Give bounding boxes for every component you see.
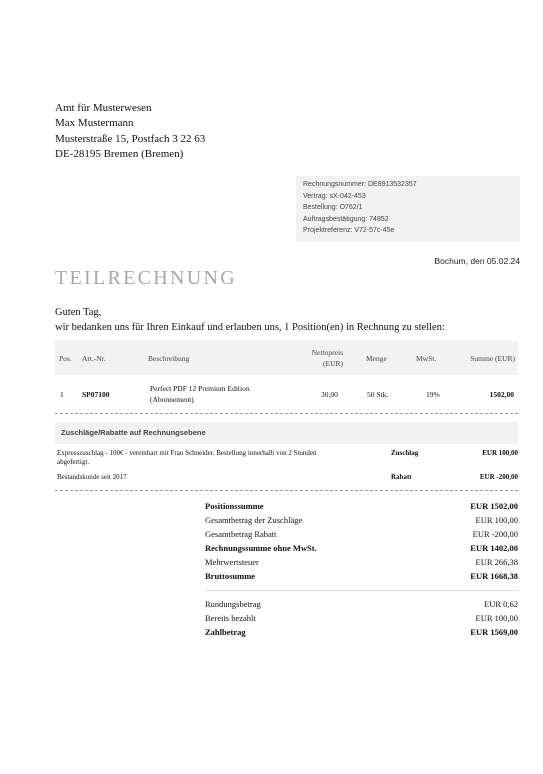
- address-line: Max Mustermann: [55, 117, 134, 130]
- row-article: SP07100: [82, 390, 110, 399]
- payment-label: Rundungsbetrag: [205, 599, 261, 609]
- adjustment-amount: EUR 100,00: [482, 449, 518, 457]
- header-net-price: Nettopreis: [311, 348, 343, 357]
- payment-line: [205, 627, 518, 641]
- address-line: DE-28195 Bremen (Bremen): [55, 148, 184, 161]
- payment-value: EUR 0,62: [484, 599, 518, 609]
- adjustment-type: Zuschlag: [391, 449, 419, 457]
- row-quantity: 50 Stk.: [367, 390, 389, 399]
- divider: [55, 413, 518, 414]
- row-net-price: 30,00: [321, 390, 338, 399]
- header-quantity: Menge: [366, 354, 387, 363]
- total-line: [205, 501, 518, 515]
- header-pos: Pos.: [59, 354, 72, 363]
- row-vat: 19%: [426, 390, 440, 399]
- table-row: [55, 378, 518, 412]
- payment-value: EUR 100,00: [475, 613, 518, 623]
- total-label: Positionssumme: [205, 501, 264, 511]
- divider: [205, 590, 518, 591]
- total-value: EUR 266,38: [475, 557, 518, 567]
- contract-reference: Vertrag: sX-042-453: [303, 192, 366, 200]
- row-sum: 1502,00: [489, 390, 514, 399]
- header-vat: MwSt.: [416, 354, 437, 363]
- total-value: EUR 1402,00: [470, 543, 518, 553]
- total-value: EUR 1668,38: [470, 571, 518, 581]
- payment-label: Bereits bezahlt: [205, 613, 256, 623]
- payment-line: [205, 599, 518, 613]
- total-label: Gesamtbetrag der Zuschläge: [205, 515, 303, 525]
- address-line: Amt für Musterwesen: [55, 102, 152, 114]
- payment-label: Zahlbetrag: [205, 627, 246, 637]
- recipient-address: [55, 101, 205, 163]
- total-label: Rechnungssumme ohne MwSt.: [205, 543, 317, 553]
- adjustment-row: [55, 449, 518, 469]
- greeting: [55, 305, 445, 335]
- header-net-unit: (EUR): [323, 359, 343, 368]
- header-sum: Summe (EUR): [470, 354, 515, 363]
- adjustment-description: Expresszuschlag - 100€ - vereinbart mit Frau Schneider. Bestellung innerhalb von 2 Stunden: [57, 449, 317, 457]
- total-line: [205, 571, 518, 585]
- adjustments-heading: [55, 422, 518, 444]
- greeting-salutation: Guten Tag,: [55, 307, 102, 318]
- order-reference: Bestellung: O762/1: [303, 204, 363, 212]
- row-description-sub: (Abonnement): [150, 395, 194, 404]
- greeting-text: wir bedanken uns für Ihren Einkauf und erlauben uns, 1 Position(en) in Rechnung zu stellen:: [55, 322, 445, 333]
- total-value: EUR 1502,00: [470, 501, 518, 511]
- total-line: [205, 557, 518, 571]
- adjustment-description: Bestandskunde seit 2017: [57, 473, 127, 481]
- adjustment-row: [55, 473, 518, 485]
- total-line: [205, 543, 518, 557]
- total-label: Gesamtbetrag Rabatt: [205, 529, 277, 539]
- payment-value: EUR 1569,00: [470, 627, 518, 637]
- payment-line: [205, 613, 518, 627]
- invoice-number: Rechnungsnummer: DE8913532357: [303, 181, 417, 188]
- total-value: EUR -200,00: [472, 529, 518, 539]
- adjustment-amount: EUR -200,00: [479, 473, 518, 481]
- total-line: [205, 515, 518, 529]
- confirmation-reference: Auftragsbestätigung: 74852: [303, 215, 389, 223]
- row-pos: 1: [60, 390, 64, 399]
- header-article: Art.-Nr.: [82, 354, 106, 363]
- project-reference: Projektreferenz: V72-57c-45e: [303, 227, 395, 235]
- reference-box: [296, 176, 520, 242]
- adjustments-heading-text: Zuschläge/Rabatte auf Rechnungsebene: [61, 428, 206, 437]
- place-date: Bochum, den 05.02.24: [434, 256, 520, 266]
- total-label: Bruttosumme: [205, 571, 256, 581]
- divider: [55, 490, 518, 491]
- row-description: Perfect PDF 12 Premium Edition: [150, 384, 250, 393]
- table-header: [55, 341, 518, 375]
- address-line: Musterstraße 15, Postfach 3 22 63: [55, 132, 206, 145]
- document-title: TEILRECHNUNG: [55, 267, 238, 289]
- total-value: EUR 100,00: [475, 515, 518, 525]
- adjustment-type: Rabatt: [391, 473, 412, 481]
- total-label: Mehrwertsteuer: [205, 557, 259, 567]
- total-line: [205, 529, 518, 543]
- header-description: Beschreibung: [148, 354, 190, 363]
- adjustment-description-cont: abgefertigt.: [57, 458, 90, 466]
